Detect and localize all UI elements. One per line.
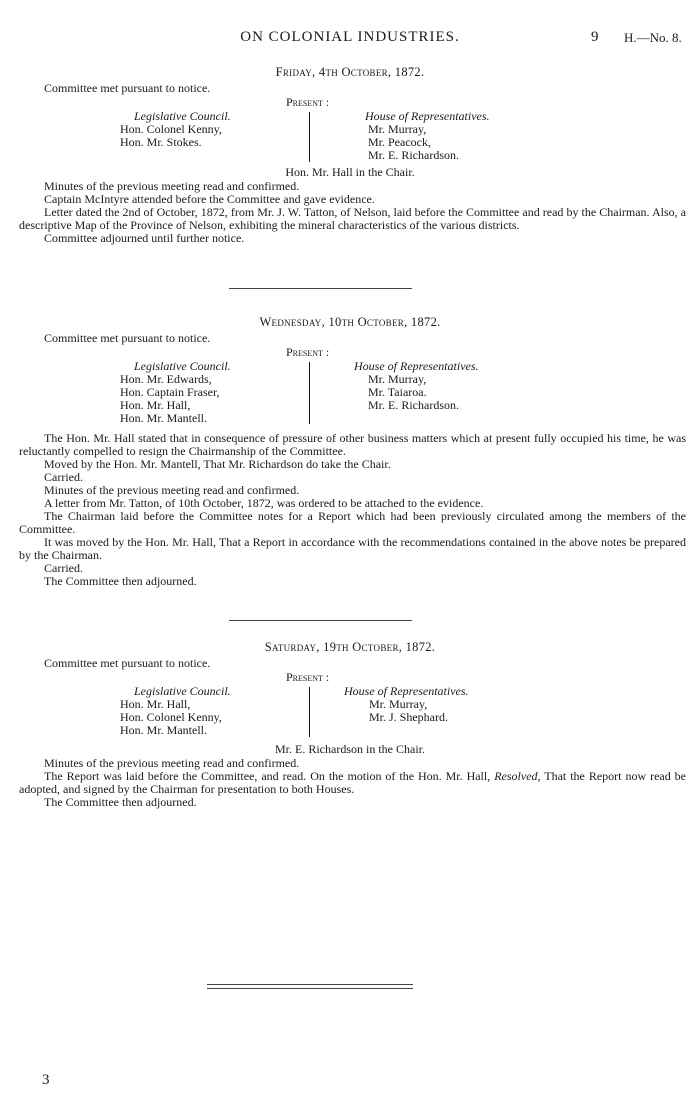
minute-paragraph: The Chairman laid before the Committee notes for a Report which had been previously circulated among the members of the Committee. <box>19 509 686 536</box>
present-label: Present : <box>286 670 330 684</box>
reps-column <box>344 685 469 724</box>
reps-member: Mr. Murray, <box>368 372 427 386</box>
reps-member: Mr. E. Richardson. <box>368 398 459 412</box>
opening-line: Committee met pursuant to notice. <box>44 81 211 95</box>
minute-paragraph: The Committee then adjourned. <box>44 574 197 588</box>
chair-line: Hon. Mr. Hall in the Chair. <box>285 165 415 179</box>
chair-line: Mr. E. Richardson in the Chair. <box>275 742 425 756</box>
page-header <box>0 31 700 47</box>
end-rule <box>207 984 413 985</box>
council-column <box>120 110 231 149</box>
end-rule <box>207 988 413 989</box>
minute-paragraph: Moved by the Hon. Mr. Mantell, That Mr. Richardson do take the Chair. <box>44 457 391 471</box>
council-member: Hon. Colonel Kenny, <box>120 122 222 136</box>
minute-paragraph: Minutes of the previous meeting read and confirmed. <box>44 179 300 193</box>
minute-paragraph: Carried. <box>44 561 83 575</box>
attendance-block <box>0 685 700 737</box>
council-member: Hon. Mr. Stokes. <box>120 135 202 149</box>
running-title: ON COLONIAL INDUSTRIES. <box>240 29 460 45</box>
column-divider <box>309 362 310 424</box>
council-member: Hon. Mr. Hall, <box>120 697 191 711</box>
minute-paragraph: Minutes of the previous meeting read and confirmed. <box>44 756 300 770</box>
present-label: Present : <box>286 345 330 359</box>
attendance-block <box>0 110 700 162</box>
meeting-date <box>0 66 700 79</box>
council-member: Hon. Mr. Mantell. <box>120 411 207 425</box>
minute-paragraph: Minutes of the previous meeting read and confirmed. <box>44 483 300 497</box>
minute-paragraph: It was moved by the Hon. Mr. Hall, That a Report in accordance with the recommendations contained in the above notes be prepared by the Chairman. <box>19 535 686 562</box>
meeting-wednesday <box>0 315 700 588</box>
reps-column <box>365 110 490 162</box>
minutes-body <box>0 757 700 809</box>
date-day: Saturday, <box>264 640 320 654</box>
opening-line: Committee met pursuant to notice. <box>44 331 211 345</box>
council-member: Hon. Mr. Mantell. <box>120 723 207 737</box>
date-day: Friday, <box>275 65 316 79</box>
attendance-block <box>0 360 700 426</box>
reps-title: House of Representatives. <box>365 109 490 123</box>
meeting-date <box>0 641 700 654</box>
section-divider <box>229 288 412 289</box>
council-member: Hon. Colonel Kenny, <box>120 710 222 724</box>
minute-paragraph: Committee adjourned until further notice. <box>44 231 245 245</box>
paper-id: H.—No. 8. <box>624 30 682 45</box>
column-divider <box>309 687 310 737</box>
column-divider <box>309 112 310 162</box>
section-divider <box>229 620 412 621</box>
minute-paragraph: The Hon. Mr. Hall stated that in consequence of pressure of other business matters which at present fully occupied his time, he was reluctantly compelled to resign the Chairmanship of the Committee. <box>19 431 686 458</box>
council-member: Hon. Captain Fraser, <box>120 385 220 399</box>
sheet-number: 3 <box>42 1072 50 1088</box>
resolved-term: Resolved, <box>494 769 541 783</box>
minute-paragraph: The Report was laid before the Committee, and read. On the motion of the Hon. Mr. Hall, Resolved, That the Report now read be adopted, and signed by the Chairman for presentation to both Houses. <box>19 769 687 796</box>
council-title: Legislative Council. <box>134 684 231 698</box>
meeting-date <box>0 316 700 329</box>
minutes-body <box>0 432 700 588</box>
council-member: Hon. Mr. Edwards, <box>120 372 212 386</box>
reps-column <box>354 360 479 412</box>
present-label: Present : <box>286 95 330 109</box>
minutes-body <box>0 180 700 245</box>
opening-line: Committee met pursuant to notice. <box>44 656 211 670</box>
date-rest: 4th October, 1872. <box>318 65 425 79</box>
minute-paragraph: Carried. <box>44 470 83 484</box>
council-column <box>120 360 231 425</box>
council-title: Legislative Council. <box>134 359 231 373</box>
council-title: Legislative Council. <box>134 109 231 123</box>
reps-member: Mr. Murray, <box>368 122 427 136</box>
date-day: Wednesday, <box>259 315 326 329</box>
page-number: 9 <box>591 29 599 45</box>
meeting-friday <box>0 65 700 245</box>
reps-title: House of Representatives. <box>354 359 479 373</box>
reps-member: Mr. E. Richardson. <box>368 148 459 162</box>
meeting-saturday <box>0 640 700 809</box>
council-column <box>120 685 231 737</box>
reps-member: Mr. Peacock, <box>368 135 431 149</box>
reps-member: Mr. J. Shephard. <box>369 710 448 724</box>
minute-paragraph: A letter from Mr. Tatton, of 10th October, 1872, was ordered to be attached to the evidence. <box>44 496 484 510</box>
minute-paragraph: Captain McIntyre attended before the Committee and gave evidence. <box>44 192 375 206</box>
minute-paragraph: Letter dated the 2nd of October, 1872, from Mr. J. W. Tatton, of Nelson, laid before the Committee and read by the Chairman. Also, a descriptive Map of the Province of Nelson, exhibiting the mineral characteristics of the various districts. <box>19 205 686 232</box>
council-member: Hon. Mr. Hall, <box>120 398 191 412</box>
reps-member: Mr. Taiaroa. <box>368 385 427 399</box>
reps-member: Mr. Murray, <box>369 697 428 711</box>
minute-paragraph: The Committee then adjourned. <box>44 795 197 809</box>
date-rest: 19th October, 1872. <box>323 640 436 654</box>
date-rest: 10th October, 1872. <box>328 315 441 329</box>
reps-title: House of Representatives. <box>344 684 469 698</box>
